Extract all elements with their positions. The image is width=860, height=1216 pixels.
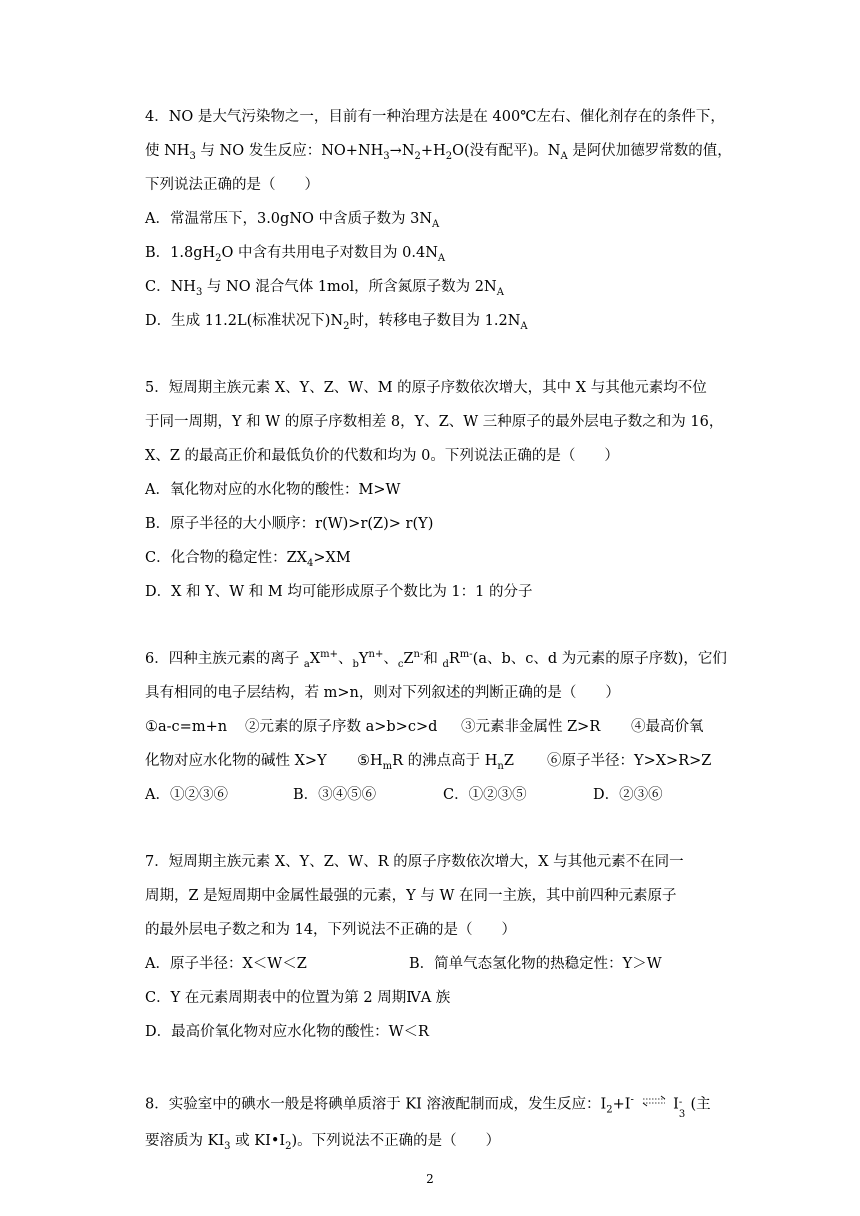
q4-option-b: B．$1.8gH_2O$ 中含有共用电子对数目为 $0.4N_A$ bbox=[145, 245, 446, 264]
q4-option-a: A．常温常压下，3.0gNO 中含质子数为 $3N_A$ bbox=[145, 211, 440, 230]
q5-stem-line2: 于同一周期，Y 和 W 的原子序数相差 8，Y、Z、W 三种原子的最外层电子数之和为 16， bbox=[145, 414, 724, 430]
q6-option-b: B．③④⑤⑥ bbox=[293, 787, 377, 803]
q6-items-line1: ①a-c=m+n ②元素的原子序数 a>b>c>d ③元素非金属性 Z>R ④最高价氧 bbox=[145, 719, 704, 735]
q7-option-a: A．原子半径：X＜W＜Z bbox=[145, 956, 307, 972]
q5-stem-line3: X、Z 的最高正价和最低负价的代数和均为 0。下列说法正确的是（ ） bbox=[145, 448, 619, 464]
q7-option-c: C．Y 在元素周期表中的位置为第 2 周期ⅣA 族 bbox=[145, 990, 451, 1006]
q7-stem-line2: 周期，Z 是短周期中金属性最强的元素，Y 与 W 在同一主族，其中前四种元素原子 bbox=[145, 888, 677, 904]
page-number: 2 bbox=[426, 1172, 434, 1186]
q6-items-line2: 化物对应水化物的碱性 X>Y $⑤H_mR$ 的沸点高于 $H_nZ$ ⑥原子半径：Y>X>R>Z bbox=[145, 753, 712, 772]
q7-option-d: D．最高价氧化物对应水化物的酸性：W＜R bbox=[145, 1024, 429, 1040]
q7-stem-line1: 7．短周期主族元素 X、Y、Z、W、R 的原子序数依次增大，X 与其他元素不在同一 bbox=[145, 854, 684, 870]
q6-stem-line2: 具有相同的电子层结构，若 m>n，则对下列叙述的判断正确的是（ ） bbox=[145, 685, 620, 701]
q7-stem-line3: 的最外层电子数之和为 14，下列说法不正确的是（ ） bbox=[145, 922, 517, 938]
q6-option-c: C．①②③⑤ bbox=[443, 787, 527, 803]
q5-option-d: D．X 和 Y、W 和 M 均可能形成原子个数比为 1：1 的分子 bbox=[145, 584, 533, 600]
q6-stem-line1: 6．四种主族元素的离子 $_aX^{m+}$、$_bY^{n+}$、$_cZ^{n-}$和 $_dR^{m-}(a$、b、c、d 为元素的原子序数)，它们 bbox=[145, 649, 727, 670]
q5-stem-line1: 5．短周期主族元素 X、Y、Z、W、M 的原子序数依次增大，其中 X 与其他元素均不位 bbox=[145, 380, 707, 396]
q4-option-d: D．生成 11.2L(标准状况下)$N_2$时，转移电子数目为 $1.2N_A$ bbox=[145, 313, 528, 332]
q4-stem-line1: 4．NO 是大气污染物之一，目前有一种治理方法是在 400℃左右、催化剂存在的条件下， bbox=[145, 109, 725, 125]
q8-stem-line2: 要溶质为 $KI_3$ 或 $KI•I_2$)。下列说法不正确的是（ ） bbox=[145, 1133, 501, 1152]
q6-options bbox=[145, 785, 705, 805]
equilibrium-arrow-icon bbox=[639, 1094, 669, 1115]
q7-options-ab bbox=[145, 954, 705, 974]
q8-stem-line1: 8．实验室中的碘水一般是将碘单质溶于 KI 溶液配制而成，发生反应：$I_2+I^-$ I - 3 (主 bbox=[145, 1094, 711, 1120]
q6-option-a: A．①②③⑥ bbox=[145, 787, 228, 803]
q5-option-c: C．化合物的稳定性：$ZX_4>XM$ bbox=[145, 550, 351, 569]
q4-option-c: C．$NH_3$ 与 NO 混合气体 1mol，所含氮原子数为 $2N_A$ bbox=[145, 279, 504, 298]
q6-option-d: D．②③⑥ bbox=[593, 787, 663, 803]
q7-option-b: B．简单气态氢化物的热稳定性：Y＞W bbox=[409, 956, 662, 972]
q4-stem-line2: 使 $NH_3$ 与 NO 发生反应：$NO+NH_3\to N_2+H_2O$(没有配平)。$N_A$ 是阿伏加德罗常数的值， bbox=[145, 143, 732, 162]
q5-option-b: B．原子半径的大小顺序：r(W)>r(Z)> r(Y) bbox=[145, 516, 434, 532]
q5-option-a: A．氧化物对应的水化物的酸性：M>W bbox=[145, 482, 401, 498]
q4-stem-line3: 下列说法正确的是（ ） bbox=[145, 177, 319, 193]
